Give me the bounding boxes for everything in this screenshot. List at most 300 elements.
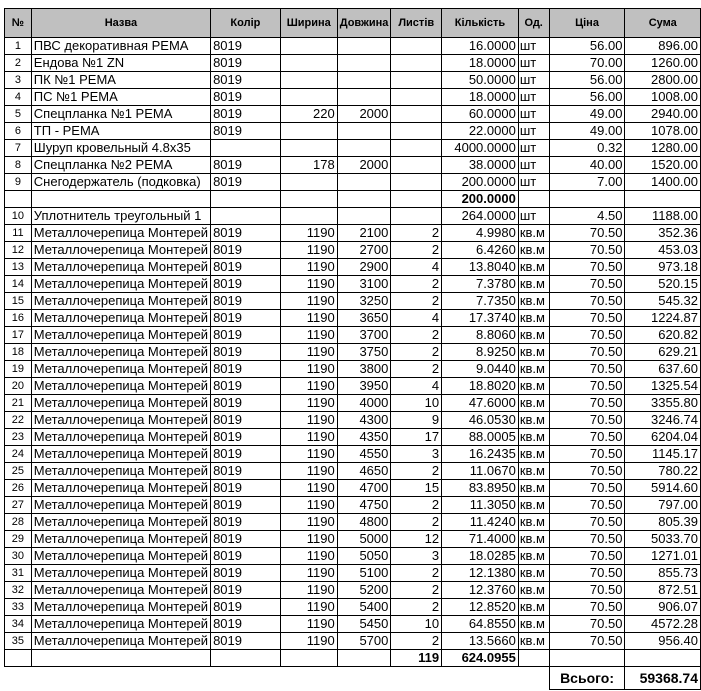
item-sum[interactable]: 855.73 bbox=[625, 565, 701, 582]
item-quantity[interactable]: 18.0285 bbox=[442, 548, 519, 565]
item-quantity[interactable]: 12.1380 bbox=[442, 565, 519, 582]
item-color[interactable]: 8019 bbox=[211, 582, 281, 599]
item-price[interactable]: 70.50 bbox=[549, 412, 625, 429]
item-width[interactable] bbox=[280, 38, 337, 55]
item-width[interactable]: 1190 bbox=[280, 633, 337, 650]
item-length[interactable]: 2100 bbox=[337, 225, 391, 242]
col-header-width[interactable]: Ширина bbox=[280, 9, 337, 38]
item-sum[interactable]: 1078.00 bbox=[625, 123, 701, 140]
item-quantity[interactable]: 71.4000 bbox=[442, 531, 519, 548]
item-length[interactable] bbox=[337, 191, 391, 208]
row-number[interactable]: 22 bbox=[5, 412, 32, 429]
item-sheets[interactable]: 2 bbox=[391, 463, 442, 480]
item-price[interactable]: 70.50 bbox=[549, 514, 625, 531]
item-sheets[interactable]: 2 bbox=[391, 633, 442, 650]
item-sum[interactable]: 1520.00 bbox=[625, 157, 701, 174]
row-number[interactable]: 18 bbox=[5, 344, 32, 361]
item-color[interactable]: 8019 bbox=[211, 344, 281, 361]
item-sheets[interactable] bbox=[391, 208, 442, 225]
item-name[interactable]: Металлочерепица Монтерей bbox=[31, 259, 210, 276]
row-number[interactable]: 32 bbox=[5, 582, 32, 599]
item-unit[interactable]: шт bbox=[518, 72, 549, 89]
item-sheets[interactable]: 2 bbox=[391, 242, 442, 259]
item-sum[interactable]: 906.07 bbox=[625, 599, 701, 616]
item-sum[interactable]: 1224.87 bbox=[625, 310, 701, 327]
item-price[interactable]: 70.50 bbox=[549, 616, 625, 633]
item-sheets[interactable]: 4 bbox=[391, 259, 442, 276]
row-number[interactable]: 1 bbox=[5, 38, 32, 55]
item-name[interactable]: Металлочерепица Монтерей bbox=[31, 412, 210, 429]
item-quantity[interactable]: 88.0005 bbox=[442, 429, 519, 446]
item-width[interactable]: 1190 bbox=[280, 531, 337, 548]
item-color[interactable]: 8019 bbox=[211, 633, 281, 650]
item-sheets[interactable] bbox=[391, 140, 442, 157]
totals-cell[interactable] bbox=[337, 650, 391, 667]
item-unit[interactable]: кв.м bbox=[518, 276, 549, 293]
item-sum[interactable]: 545.32 bbox=[625, 293, 701, 310]
item-color[interactable]: 8019 bbox=[211, 565, 281, 582]
item-width[interactable] bbox=[280, 123, 337, 140]
item-price[interactable]: 70.50 bbox=[549, 531, 625, 548]
item-color[interactable]: 8019 bbox=[211, 531, 281, 548]
item-price[interactable]: 70.50 bbox=[549, 395, 625, 412]
item-quantity[interactable]: 64.8550 bbox=[442, 616, 519, 633]
row-number[interactable]: 21 bbox=[5, 395, 32, 412]
item-sheets[interactable]: 3 bbox=[391, 548, 442, 565]
item-unit[interactable]: кв.м bbox=[518, 599, 549, 616]
item-sum[interactable]: 4572.28 bbox=[625, 616, 701, 633]
item-unit[interactable]: кв.м bbox=[518, 565, 549, 582]
item-sheets[interactable]: 2 bbox=[391, 344, 442, 361]
item-quantity[interactable]: 11.4240 bbox=[442, 514, 519, 531]
item-unit[interactable]: кв.м bbox=[518, 616, 549, 633]
item-color[interactable]: 8019 bbox=[211, 72, 281, 89]
item-width[interactable]: 1190 bbox=[280, 276, 337, 293]
item-quantity[interactable]: 6.4260 bbox=[442, 242, 519, 259]
item-unit[interactable]: шт bbox=[518, 174, 549, 191]
item-price[interactable]: 70.50 bbox=[549, 310, 625, 327]
item-quantity[interactable]: 7.3780 bbox=[442, 276, 519, 293]
item-unit[interactable]: кв.м bbox=[518, 633, 549, 650]
item-price[interactable]: 70.50 bbox=[549, 633, 625, 650]
item-quantity[interactable]: 4000.0000 bbox=[442, 140, 519, 157]
item-sum[interactable]: 620.82 bbox=[625, 327, 701, 344]
item-quantity[interactable]: 7.7350 bbox=[442, 293, 519, 310]
item-unit[interactable]: кв.м bbox=[518, 395, 549, 412]
item-price[interactable]: 49.00 bbox=[549, 106, 625, 123]
item-name[interactable]: ПК №1 РЕМА bbox=[31, 72, 210, 89]
item-price[interactable]: 56.00 bbox=[549, 72, 625, 89]
item-length[interactable]: 3250 bbox=[337, 293, 391, 310]
row-number[interactable]: 24 bbox=[5, 446, 32, 463]
item-length[interactable] bbox=[337, 174, 391, 191]
row-number[interactable]: 27 bbox=[5, 497, 32, 514]
item-length[interactable]: 3800 bbox=[337, 361, 391, 378]
row-number[interactable]: 11 bbox=[5, 225, 32, 242]
row-number[interactable]: 3 bbox=[5, 72, 32, 89]
item-sum[interactable]: 5914.60 bbox=[625, 480, 701, 497]
item-unit[interactable]: шт bbox=[518, 157, 549, 174]
item-length[interactable]: 2000 bbox=[337, 106, 391, 123]
item-sum[interactable]: 2800.00 bbox=[625, 72, 701, 89]
item-color[interactable]: 8019 bbox=[211, 480, 281, 497]
total-sheets[interactable]: 119 bbox=[391, 650, 442, 667]
item-sheets[interactable]: 10 bbox=[391, 616, 442, 633]
item-width[interactable] bbox=[280, 191, 337, 208]
item-sum[interactable]: 1008.00 bbox=[625, 89, 701, 106]
item-width[interactable] bbox=[280, 55, 337, 72]
totals-cell[interactable] bbox=[5, 650, 32, 667]
item-quantity[interactable]: 16.2435 bbox=[442, 446, 519, 463]
item-width[interactable]: 1190 bbox=[280, 616, 337, 633]
row-number[interactable]: 5 bbox=[5, 106, 32, 123]
item-name[interactable]: Металлочерепица Монтерей bbox=[31, 310, 210, 327]
row-number[interactable]: 35 bbox=[5, 633, 32, 650]
col-header-length[interactable]: Довжина bbox=[337, 9, 391, 38]
row-number[interactable]: 17 bbox=[5, 327, 32, 344]
row-number[interactable]: 2 bbox=[5, 55, 32, 72]
item-width[interactable]: 1190 bbox=[280, 565, 337, 582]
item-name[interactable]: Металлочерепица Монтерей bbox=[31, 293, 210, 310]
item-price[interactable]: 70.50 bbox=[549, 582, 625, 599]
item-sum[interactable]: 2940.00 bbox=[625, 106, 701, 123]
item-width[interactable] bbox=[280, 208, 337, 225]
item-price[interactable]: 70.50 bbox=[549, 599, 625, 616]
item-quantity[interactable]: 50.0000 bbox=[442, 72, 519, 89]
item-sum[interactable]: 5033.70 bbox=[625, 531, 701, 548]
col-header-sum[interactable]: Сума bbox=[625, 9, 701, 38]
item-sum[interactable]: 3355.80 bbox=[625, 395, 701, 412]
item-unit[interactable]: кв.м bbox=[518, 378, 549, 395]
item-color[interactable]: 8019 bbox=[211, 616, 281, 633]
item-length[interactable]: 5400 bbox=[337, 599, 391, 616]
col-header-number[interactable]: № bbox=[5, 9, 32, 38]
item-color[interactable] bbox=[211, 140, 281, 157]
item-sheets[interactable] bbox=[391, 106, 442, 123]
row-number[interactable]: 4 bbox=[5, 89, 32, 106]
item-length[interactable]: 4000 bbox=[337, 395, 391, 412]
item-length[interactable]: 5700 bbox=[337, 633, 391, 650]
item-sum[interactable]: 973.18 bbox=[625, 259, 701, 276]
row-number[interactable]: 6 bbox=[5, 123, 32, 140]
item-sheets[interactable] bbox=[391, 174, 442, 191]
item-width[interactable]: 1190 bbox=[280, 514, 337, 531]
item-name[interactable]: ТП - РЕМА bbox=[31, 123, 210, 140]
item-color[interactable]: 8019 bbox=[211, 327, 281, 344]
item-name[interactable]: Металлочерепица Монтерей bbox=[31, 633, 210, 650]
item-price[interactable]: 70.50 bbox=[549, 429, 625, 446]
item-color[interactable]: 8019 bbox=[211, 395, 281, 412]
item-color[interactable]: 8019 bbox=[211, 310, 281, 327]
item-sheets[interactable]: 2 bbox=[391, 276, 442, 293]
item-color[interactable]: 8019 bbox=[211, 276, 281, 293]
row-number[interactable]: 14 bbox=[5, 276, 32, 293]
item-name[interactable] bbox=[31, 191, 210, 208]
row-number[interactable]: 8 bbox=[5, 157, 32, 174]
item-price[interactable]: 49.00 bbox=[549, 123, 625, 140]
item-quantity[interactable]: 13.5660 bbox=[442, 633, 519, 650]
item-quantity[interactable]: 18.8020 bbox=[442, 378, 519, 395]
item-unit[interactable]: кв.м bbox=[518, 412, 549, 429]
item-name[interactable]: Металлочерепица Монтерей bbox=[31, 582, 210, 599]
item-length[interactable]: 3950 bbox=[337, 378, 391, 395]
item-sum[interactable]: 1145.17 bbox=[625, 446, 701, 463]
item-color[interactable]: 8019 bbox=[211, 463, 281, 480]
totals-cell[interactable] bbox=[31, 650, 210, 667]
item-color[interactable]: 8019 bbox=[211, 497, 281, 514]
col-header-color[interactable]: Колір bbox=[211, 9, 281, 38]
item-name[interactable]: Металлочерепица Монтерей bbox=[31, 225, 210, 242]
item-color[interactable] bbox=[211, 191, 281, 208]
item-length[interactable] bbox=[337, 38, 391, 55]
item-name[interactable]: Шуруп кровельный 4.8x35 bbox=[31, 140, 210, 157]
col-header-sheets[interactable]: Листів bbox=[391, 9, 442, 38]
item-length[interactable] bbox=[337, 72, 391, 89]
grand-total-label[interactable]: Всього: bbox=[549, 667, 625, 690]
item-quantity[interactable]: 13.8040 bbox=[442, 259, 519, 276]
item-length[interactable] bbox=[337, 89, 391, 106]
item-sum[interactable] bbox=[625, 191, 701, 208]
item-quantity[interactable]: 11.3050 bbox=[442, 497, 519, 514]
item-sheets[interactable]: 2 bbox=[391, 327, 442, 344]
item-color[interactable]: 8019 bbox=[211, 38, 281, 55]
item-sheets[interactable] bbox=[391, 191, 442, 208]
item-sum[interactable]: 1280.00 bbox=[625, 140, 701, 157]
item-price[interactable]: 70.50 bbox=[549, 446, 625, 463]
item-quantity[interactable]: 16.0000 bbox=[442, 38, 519, 55]
item-sheets[interactable]: 4 bbox=[391, 310, 442, 327]
item-color[interactable]: 8019 bbox=[211, 429, 281, 446]
item-sum[interactable]: 629.21 bbox=[625, 344, 701, 361]
item-sum[interactable]: 1271.01 bbox=[625, 548, 701, 565]
item-quantity[interactable]: 9.0440 bbox=[442, 361, 519, 378]
item-unit[interactable]: кв.м bbox=[518, 446, 549, 463]
item-sum[interactable]: 805.39 bbox=[625, 514, 701, 531]
item-price[interactable]: 70.50 bbox=[549, 276, 625, 293]
item-name[interactable]: Металлочерепица Монтерей bbox=[31, 531, 210, 548]
item-width[interactable]: 1190 bbox=[280, 361, 337, 378]
item-width[interactable]: 178 bbox=[280, 157, 337, 174]
item-width[interactable]: 1190 bbox=[280, 242, 337, 259]
item-quantity[interactable]: 18.0000 bbox=[442, 55, 519, 72]
item-name[interactable]: Металлочерепица Монтерей bbox=[31, 565, 210, 582]
item-length[interactable]: 5000 bbox=[337, 531, 391, 548]
item-width[interactable]: 1190 bbox=[280, 259, 337, 276]
item-quantity[interactable]: 18.0000 bbox=[442, 89, 519, 106]
row-number[interactable]: 25 bbox=[5, 463, 32, 480]
grand-total-value[interactable]: 59368.74 bbox=[625, 667, 701, 690]
item-name[interactable]: Металлочерепица Монтерей bbox=[31, 378, 210, 395]
item-unit[interactable]: кв.м bbox=[518, 259, 549, 276]
item-name[interactable]: Металлочерепица Монтерей bbox=[31, 327, 210, 344]
item-width[interactable] bbox=[280, 72, 337, 89]
item-name[interactable]: ПС №1 РЕМА bbox=[31, 89, 210, 106]
item-unit[interactable]: шт bbox=[518, 55, 549, 72]
col-header-name[interactable]: Назва bbox=[31, 9, 210, 38]
item-price[interactable] bbox=[549, 191, 625, 208]
item-name[interactable]: Уплотнитель треугольный 1 bbox=[31, 208, 210, 225]
item-width[interactable]: 1190 bbox=[280, 327, 337, 344]
item-unit[interactable]: кв.м bbox=[518, 582, 549, 599]
item-sheets[interactable]: 17 bbox=[391, 429, 442, 446]
item-length[interactable]: 4550 bbox=[337, 446, 391, 463]
item-quantity[interactable]: 47.6000 bbox=[442, 395, 519, 412]
item-price[interactable]: 70.50 bbox=[549, 225, 625, 242]
item-length[interactable]: 5050 bbox=[337, 548, 391, 565]
item-sheets[interactable]: 12 bbox=[391, 531, 442, 548]
item-price[interactable]: 70.50 bbox=[549, 361, 625, 378]
item-sheets[interactable]: 2 bbox=[391, 582, 442, 599]
row-number[interactable]: 13 bbox=[5, 259, 32, 276]
item-price[interactable]: 70.50 bbox=[549, 293, 625, 310]
item-sheets[interactable]: 2 bbox=[391, 497, 442, 514]
item-width[interactable] bbox=[280, 140, 337, 157]
totals-cell[interactable] bbox=[211, 650, 281, 667]
item-name[interactable]: Металлочерепица Монтерей bbox=[31, 514, 210, 531]
item-unit[interactable] bbox=[518, 191, 549, 208]
item-color[interactable]: 8019 bbox=[211, 123, 281, 140]
item-name[interactable]: Металлочерепица Монтерей bbox=[31, 429, 210, 446]
item-color[interactable]: 8019 bbox=[211, 378, 281, 395]
item-price[interactable]: 70.50 bbox=[549, 497, 625, 514]
item-unit[interactable]: кв.м bbox=[518, 514, 549, 531]
item-name[interactable]: ПВС декоративная РЕМА bbox=[31, 38, 210, 55]
item-sheets[interactable] bbox=[391, 123, 442, 140]
item-quantity[interactable]: 83.8950 bbox=[442, 480, 519, 497]
item-price[interactable]: 56.00 bbox=[549, 38, 625, 55]
item-price[interactable]: 4.50 bbox=[549, 208, 625, 225]
item-color[interactable]: 8019 bbox=[211, 293, 281, 310]
item-color[interactable] bbox=[211, 208, 281, 225]
item-unit[interactable]: шт bbox=[518, 89, 549, 106]
row-number[interactable]: 28 bbox=[5, 514, 32, 531]
item-sheets[interactable] bbox=[391, 157, 442, 174]
item-unit[interactable]: кв.м bbox=[518, 548, 549, 565]
item-length[interactable]: 4700 bbox=[337, 480, 391, 497]
item-unit[interactable]: кв.м bbox=[518, 327, 549, 344]
item-sheets[interactable]: 3 bbox=[391, 446, 442, 463]
item-name[interactable]: Металлочерепица Монтерей bbox=[31, 480, 210, 497]
item-price[interactable]: 56.00 bbox=[549, 89, 625, 106]
item-sum[interactable]: 1325.54 bbox=[625, 378, 701, 395]
item-sum[interactable]: 453.03 bbox=[625, 242, 701, 259]
item-price[interactable]: 70.50 bbox=[549, 548, 625, 565]
row-number[interactable] bbox=[5, 191, 32, 208]
item-length[interactable]: 4300 bbox=[337, 412, 391, 429]
item-name[interactable]: Металлочерепица Монтерей bbox=[31, 242, 210, 259]
item-price[interactable]: 70.50 bbox=[549, 378, 625, 395]
item-unit[interactable]: кв.м bbox=[518, 497, 549, 514]
item-length[interactable] bbox=[337, 140, 391, 157]
totals-cell[interactable] bbox=[625, 650, 701, 667]
item-quantity[interactable]: 8.9250 bbox=[442, 344, 519, 361]
item-quantity[interactable]: 46.0530 bbox=[442, 412, 519, 429]
item-sum[interactable]: 637.60 bbox=[625, 361, 701, 378]
item-width[interactable]: 1190 bbox=[280, 310, 337, 327]
col-header-quantity[interactable]: Кількість bbox=[442, 9, 519, 38]
item-sum[interactable]: 6204.04 bbox=[625, 429, 701, 446]
row-number[interactable]: 10 bbox=[5, 208, 32, 225]
item-sum[interactable]: 520.15 bbox=[625, 276, 701, 293]
item-sheets[interactable]: 2 bbox=[391, 599, 442, 616]
item-name[interactable]: Металлочерепица Монтерей bbox=[31, 599, 210, 616]
item-width[interactable]: 1190 bbox=[280, 429, 337, 446]
item-sheets[interactable]: 2 bbox=[391, 225, 442, 242]
item-length[interactable] bbox=[337, 123, 391, 140]
item-unit[interactable]: кв.м bbox=[518, 344, 549, 361]
item-price[interactable]: 70.50 bbox=[549, 242, 625, 259]
item-price[interactable]: 40.00 bbox=[549, 157, 625, 174]
item-sum[interactable]: 1400.00 bbox=[625, 174, 701, 191]
item-name[interactable]: Металлочерепица Монтерей bbox=[31, 616, 210, 633]
item-color[interactable]: 8019 bbox=[211, 599, 281, 616]
item-sum[interactable]: 1260.00 bbox=[625, 55, 701, 72]
row-number[interactable]: 23 bbox=[5, 429, 32, 446]
item-name[interactable]: Спецпланка №2 РЕМА bbox=[31, 157, 210, 174]
item-color[interactable]: 8019 bbox=[211, 242, 281, 259]
item-quantity[interactable]: 200.0000 bbox=[442, 191, 519, 208]
item-width[interactable]: 1190 bbox=[280, 497, 337, 514]
item-color[interactable]: 8019 bbox=[211, 446, 281, 463]
item-sum[interactable]: 797.00 bbox=[625, 497, 701, 514]
item-sum[interactable]: 352.36 bbox=[625, 225, 701, 242]
item-unit[interactable]: кв.м bbox=[518, 361, 549, 378]
item-width[interactable]: 1190 bbox=[280, 378, 337, 395]
item-price[interactable]: 70.50 bbox=[549, 480, 625, 497]
row-number[interactable]: 33 bbox=[5, 599, 32, 616]
item-unit[interactable]: шт bbox=[518, 140, 549, 157]
item-quantity[interactable]: 38.0000 bbox=[442, 157, 519, 174]
item-length[interactable]: 5100 bbox=[337, 565, 391, 582]
item-price[interactable]: 7.00 bbox=[549, 174, 625, 191]
item-width[interactable]: 220 bbox=[280, 106, 337, 123]
item-length[interactable]: 4750 bbox=[337, 497, 391, 514]
item-width[interactable]: 1190 bbox=[280, 344, 337, 361]
item-width[interactable]: 1190 bbox=[280, 599, 337, 616]
item-price[interactable]: 70.50 bbox=[549, 259, 625, 276]
item-length[interactable] bbox=[337, 208, 391, 225]
item-sheets[interactable]: 2 bbox=[391, 514, 442, 531]
item-sheets[interactable]: 2 bbox=[391, 361, 442, 378]
item-unit[interactable]: шт bbox=[518, 123, 549, 140]
item-unit[interactable]: шт bbox=[518, 208, 549, 225]
item-unit[interactable]: кв.м bbox=[518, 480, 549, 497]
item-length[interactable]: 3100 bbox=[337, 276, 391, 293]
row-number[interactable]: 31 bbox=[5, 565, 32, 582]
item-color[interactable]: 8019 bbox=[211, 174, 281, 191]
row-number[interactable]: 26 bbox=[5, 480, 32, 497]
item-sheets[interactable]: 9 bbox=[391, 412, 442, 429]
item-sheets[interactable]: 4 bbox=[391, 378, 442, 395]
totals-cell[interactable] bbox=[549, 650, 625, 667]
item-unit[interactable]: шт bbox=[518, 106, 549, 123]
item-name[interactable]: Металлочерепица Монтерей bbox=[31, 276, 210, 293]
item-width[interactable]: 1190 bbox=[280, 463, 337, 480]
item-name[interactable]: Металлочерепица Монтерей bbox=[31, 361, 210, 378]
item-name[interactable]: Металлочерепица Монтерей bbox=[31, 446, 210, 463]
item-price[interactable]: 0.32 bbox=[549, 140, 625, 157]
item-color[interactable]: 8019 bbox=[211, 412, 281, 429]
item-width[interactable]: 1190 bbox=[280, 412, 337, 429]
item-name[interactable]: Ендова №1 ZN bbox=[31, 55, 210, 72]
item-color[interactable]: 8019 bbox=[211, 106, 281, 123]
row-number[interactable]: 19 bbox=[5, 361, 32, 378]
item-length[interactable] bbox=[337, 55, 391, 72]
row-number[interactable]: 30 bbox=[5, 548, 32, 565]
item-price[interactable]: 70.50 bbox=[549, 344, 625, 361]
item-quantity[interactable]: 4.9980 bbox=[442, 225, 519, 242]
col-header-price[interactable]: Ціна bbox=[549, 9, 625, 38]
